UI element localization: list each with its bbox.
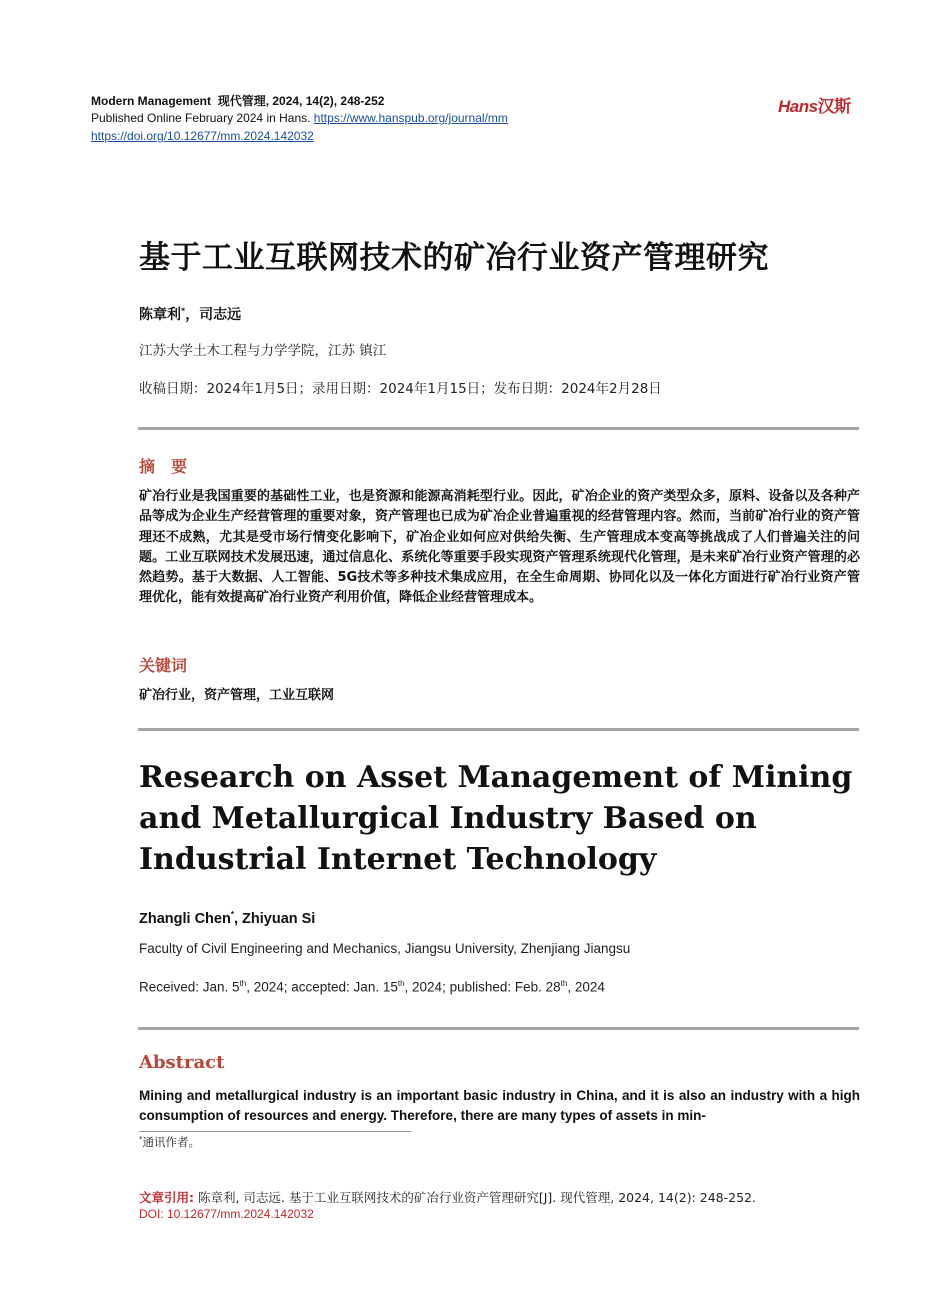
corresponding-mark-en: * (230, 910, 234, 919)
divider (138, 728, 859, 731)
title-en: Research on Asset Management of Mining and Metallurgical Industry Based on Industrial Internet Technology (139, 760, 853, 877)
footnote-rule (139, 1131, 411, 1132)
citation-doi[interactable]: DOI: 10.12677/mm.2024.142032 (139, 1207, 314, 1221)
ordinal-suffix: th (239, 979, 247, 988)
affiliation-en: Faculty of Civil Engineering and Mechanics, Jiangsu University, Zhenjiang Jiangsu (139, 941, 631, 956)
citation-text: 陈章利, 司志远. 基于工业互联网技术的矿冶行业资产管理研究[J]. 现代管理, 2024, 14(2): 248-252. (194, 1190, 756, 1205)
author2-cn: ，司志远 (185, 307, 242, 323)
journal-issue-cn: 现代管理, 2024, 14(2), 248-252 (217, 94, 385, 108)
keywords-heading-cn: 关键词 (139, 656, 188, 675)
keywords-cn: 矿冶行业，资产管理，工业互联网 (139, 688, 335, 703)
doi-link[interactable]: https://doi.org/10.12677/mm.2024.142032 (91, 129, 314, 143)
author1-en: Zhangli Chen (139, 910, 231, 927)
hans-logo (778, 92, 851, 117)
footnote-text: 通讯作者。 (142, 1135, 200, 1149)
authors-en (139, 910, 315, 927)
dates-en (139, 979, 605, 995)
corresponding-mark-cn: * (181, 306, 186, 316)
ordinal-suffix: th (560, 979, 568, 988)
journal-link[interactable]: https://www.hanspub.org/journal/mm (313, 111, 508, 125)
journal-header (91, 93, 384, 109)
divider (138, 427, 859, 430)
author2-en: , Zhiyuan Si (233, 910, 316, 927)
dates-cn: 收稿日期：2024年1月5日；录用日期：2024年1月15日；发布日期：2024年2月28日 (139, 381, 662, 397)
published-date: , 2024; published: Feb. 28 (404, 979, 561, 995)
abstract-en: Mining and metallurgical industry is an important basic industry in China, and it is also an industry with a high consumption of resources and energy. Therefore, there are many types of assets in min- (139, 1088, 860, 1123)
authors-cn (139, 304, 241, 324)
divider (138, 1027, 859, 1030)
abstract-heading-cn: 摘 要 (139, 457, 188, 476)
ordinal-suffix: th (397, 979, 405, 988)
abstract-cn: 矿冶行业是我国重要的基础性工业，也是资源和能源高消耗型行业。因此，矿冶企业的资产类型众多，原料、设备以及各种产品等成为企业生产经营管理的重要对象，资产管理也已成为矿冶企业普遍重视的经营管理内容。然而，当前矿冶行业的资产管理还不成熟，尤其是受市场行情变化影响下，矿冶企业如何应对供给失衡、生产管理成本变高等挑战成了人们普遍关注的问题。工业互联网技术发展迅速，通过信息化、系统化等重要手段实现资产管理系统现代化管理，是未来矿冶行业资产管理的必然趋势。基于大数据、人工智能、5G技术等多种技术集成应用，在全生命周期、协同化以及一体化方面进行矿冶行业资产管理优化，能有效提高矿冶行业资产利用价值，降低企业经营管理成本。 (139, 489, 860, 606)
accepted-date: , 2024; accepted: Jan. 15 (246, 979, 398, 995)
title-cn: 基于工业互联网技术的矿冶行业资产管理研究 (139, 240, 769, 276)
published-year: , 2024 (567, 979, 605, 995)
published-text: Published Online February 2024 in Hans. (91, 111, 314, 125)
citation (139, 1188, 756, 1206)
doi-line (91, 128, 314, 144)
footnote-mark: * (139, 1135, 143, 1144)
abstract-heading-en: Abstract (139, 1052, 225, 1073)
affiliation-cn: 江苏大学土木工程与力学学院，江苏 镇江 (139, 343, 387, 359)
published-line (91, 110, 508, 126)
author1-cn: 陈章利 (139, 307, 181, 323)
logo-latin: Hans (778, 97, 818, 116)
footnote (139, 1134, 200, 1150)
citation-label: 文章引用: (139, 1190, 194, 1205)
received-date: Received: Jan. 5 (139, 979, 240, 995)
journal-name-en: Modern Management (91, 94, 212, 108)
logo-cn: 汉斯 (817, 97, 851, 116)
